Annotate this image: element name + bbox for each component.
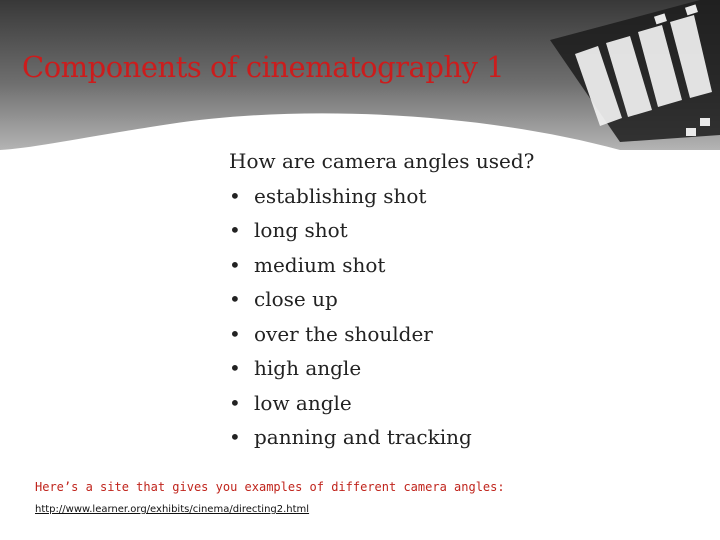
bullet-text: low angle	[254, 390, 352, 415]
bullet-icon: •	[229, 252, 241, 277]
content-body	[229, 147, 534, 458]
bullet-list	[229, 182, 534, 458]
list-item	[229, 320, 534, 355]
bullet-icon: •	[229, 321, 241, 346]
bullet-icon: •	[229, 390, 241, 415]
bullet-text: over the shoulder	[254, 321, 433, 346]
bullet-text: close up	[254, 287, 338, 311]
list-item	[229, 216, 534, 251]
bullet-icon: •	[229, 218, 241, 242]
bullet-icon: •	[229, 356, 241, 380]
reference-link[interactable]: http://www.learner.org/exhibits/cinema/directing2.html	[35, 504, 310, 515]
bullet-text: high angle	[254, 356, 362, 380]
bullet-text: long shot	[254, 218, 348, 242]
bullet-text: panning and tracking	[254, 425, 472, 449]
list-item	[229, 251, 534, 286]
note-text: Here’s a site that gives you examples of different camera angles:	[35, 480, 505, 494]
bullet-text: medium shot	[254, 252, 386, 277]
list-item	[229, 285, 534, 320]
list-item	[229, 389, 534, 424]
question-text: How are camera angles used?	[229, 149, 535, 173]
list-item	[229, 354, 534, 389]
bullet-icon: •	[229, 425, 241, 449]
slide-title: Components of cinematography 1	[22, 50, 505, 84]
bullet-icon: •	[229, 183, 241, 208]
list-item	[229, 182, 534, 217]
list-item	[229, 423, 534, 458]
bullet-icon: •	[229, 287, 241, 311]
bullet-text: establishing shot	[254, 183, 427, 208]
